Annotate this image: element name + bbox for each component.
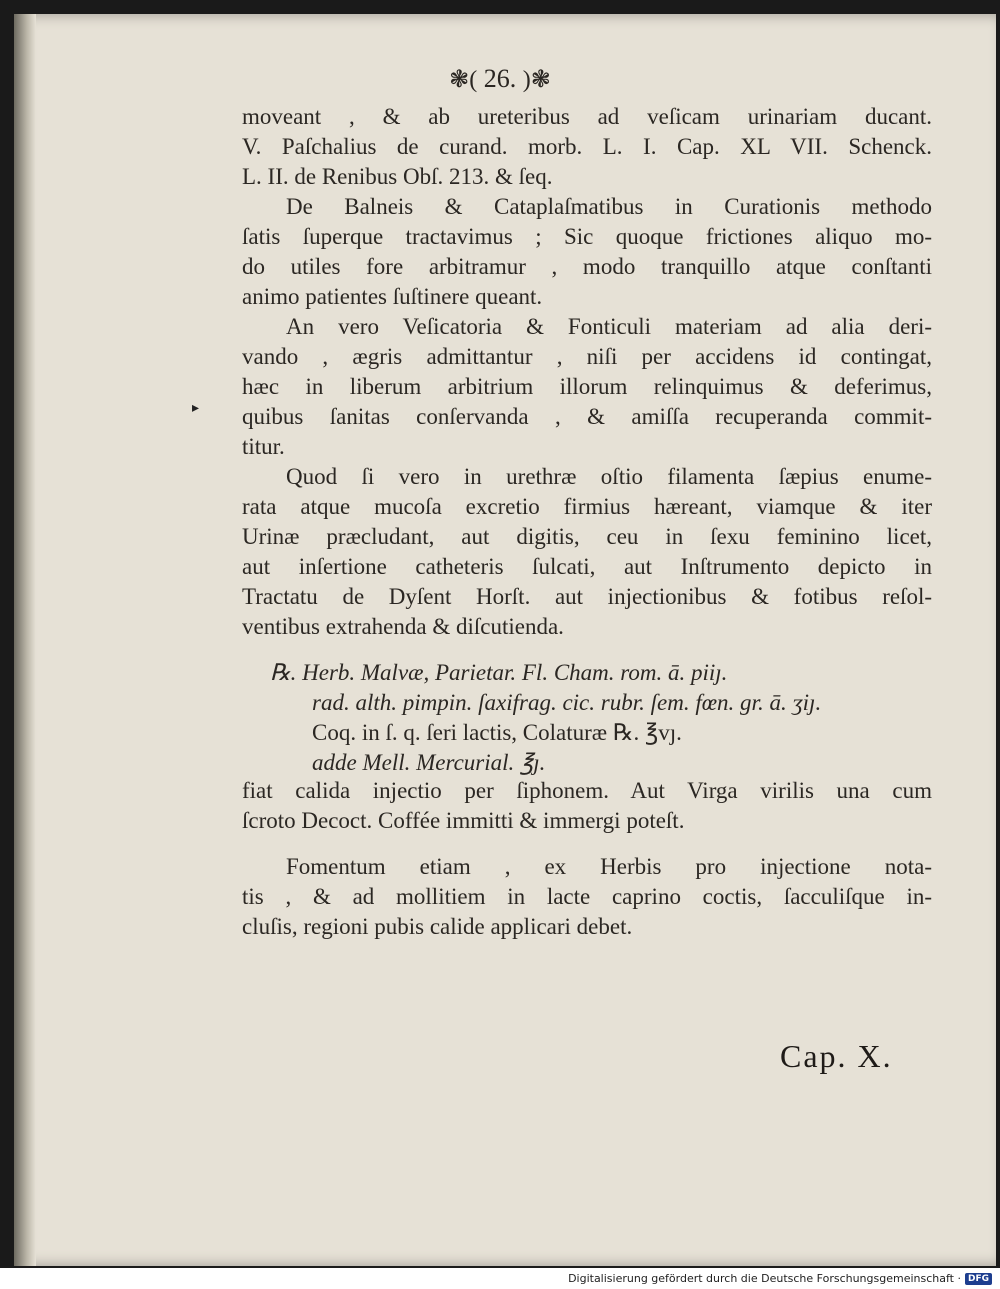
text-line: Tractatu de Dyſent Horſt. aut injectionibus & fotibus reſol- <box>242 584 932 609</box>
text-line: Quod ſi vero in urethræ oſtio filamenta ſæpius enume- <box>286 464 932 489</box>
catchword: Cap. X. <box>780 1038 893 1074</box>
text-line: Urinæ præcludant, aut digitis, ceu in ſexu feminino licet, <box>242 524 932 549</box>
text-line: aut inſertione catheteris ſulcati, aut Inſtrumento depicto in <box>242 554 932 579</box>
text-line: An vero Veſicatoria & Fonticuli materiam ad alia deri- <box>286 314 932 339</box>
page-number: 26. <box>483 64 517 93</box>
text-line: De Balneis & Cataplaſmatibus in Curationis methodo <box>286 194 932 219</box>
text-line: cluſis, regioni pubis calide applicari debet. <box>242 914 633 939</box>
paragraph-1 <box>242 102 932 192</box>
recipe-block <box>270 658 940 778</box>
paragraph-3 <box>242 312 932 462</box>
page-header <box>0 64 1000 94</box>
margin-mark-icon: ▸ <box>192 400 200 416</box>
recipe-line: adde Mell. Mercurial. ℥ȷ. <box>312 750 546 775</box>
dfg-logo: DFG <box>965 1273 992 1285</box>
text-line: titur. <box>242 434 285 459</box>
right-ornament-icon: )❃ <box>522 67 551 93</box>
paragraph-5 <box>242 776 932 836</box>
page-gutter-shadow <box>14 14 36 1266</box>
text-line: vando , ægris admittantur , niſi per accidens id contingat, <box>242 344 932 369</box>
text-line: ventibus extrahenda & diſcutienda. <box>242 614 564 639</box>
digitization-credit <box>568 1272 992 1285</box>
text-line: do utiles fore arbitramur , modo tranquillo atque conſtanti <box>242 254 932 279</box>
text-line: quibus ſanitas conſervanda , & amiſſa recuperanda commit- <box>242 404 932 429</box>
left-ornament-icon: ❃( <box>449 67 478 93</box>
text-line: ſcroto Decoct. Coffée immitti & immergi poteſt. <box>242 808 685 833</box>
recipe-line: Coq. in ſ. q. ſeri lactis, Colaturæ ℞. ℥vȷ. <box>312 720 682 745</box>
paragraph-2 <box>242 192 932 312</box>
text-line: ſatis ſuperque tractavimus ; Sic quoque frictiones aliquo mo- <box>242 224 932 249</box>
text-line: tis , & ad mollitiem in lacte caprino coctis, ſacculiſque in- <box>242 884 932 909</box>
text-line: L. II. de Renibus Obſ. 213. & ſeq. <box>242 164 553 189</box>
recipe-line: ℞. Herb. Malvæ, Parietar. Fl. Cham. rom. ā. piiȷ. <box>270 660 728 685</box>
paragraph-4 <box>242 462 932 642</box>
text-line: rata atque mucoſa excretio firmius hæreant, viamque & iter <box>242 494 932 519</box>
text-line: animo patientes ſuſtinere queant. <box>242 284 543 309</box>
text-line: V. Paſchalius de curand. morb. L. I. Cap. XL VII. Schenck. <box>242 134 932 159</box>
text-line: fiat calida injectio per ſiphonem. Aut Virga virilis una cum <box>242 778 932 803</box>
text-line: moveant , & ab ureteribus ad veſicam urinariam ducant. <box>242 104 932 129</box>
credit-text: Digitalisierung gefördert durch die Deutsche Forschungsgemeinschaft · <box>568 1272 961 1285</box>
text-line: hæc in liberum arbitrium illorum relinquimus & deferimus, <box>242 374 932 399</box>
paragraph-6 <box>242 852 932 942</box>
text-line: Fomentum etiam , ex Herbis pro injectione nota- <box>286 854 932 879</box>
recipe-line: rad. alth. pimpin. ſaxifrag. cic. rubr. ſem. fœn. gr. ā. ʒiȷ. <box>312 690 822 715</box>
